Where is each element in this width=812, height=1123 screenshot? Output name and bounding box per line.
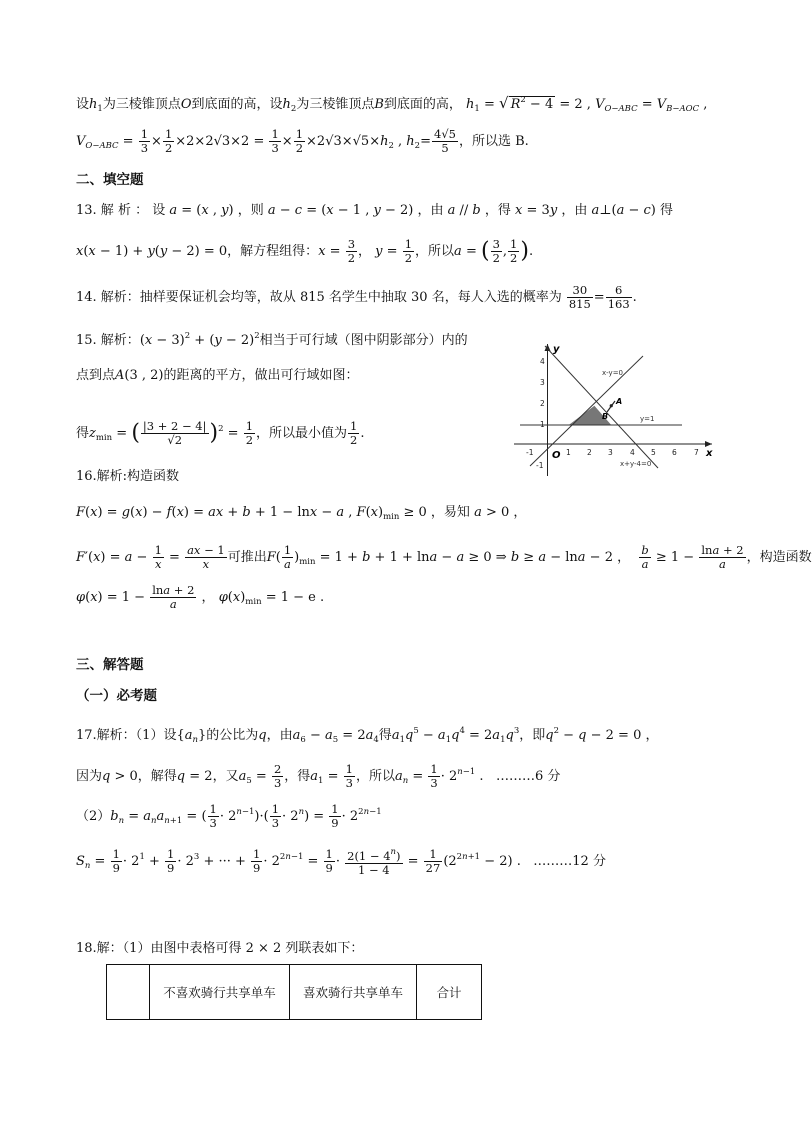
q16-line1: F(x) = g(x) − f(x) = ax + b + 1 − lnx − a , $F(x)_{min} \ge 0$ ，易知 a > 0 ，	[76, 505, 527, 522]
q17-line1: 17.解析：（1）设$\{a_n\}$的公比为q，由$a_6 - a_5 = 2a_4$得$a_1q^5 - a_1q^4 = 2a_1q^3$，即$q^2 - q - 2 = 0$ ，	[76, 726, 659, 745]
q13-line2: x(x − 1) + y(y − 2) = 0，解方程组得：x = $\frac{3}{2}$ ， y = $\frac{1}{2}$ ，所以a = ( $\frac{3}{2}$ , $\frac{1}{2}$ ).	[76, 237, 534, 265]
q16-title: 16.解析:构造函数	[76, 469, 180, 484]
feasible-region-graph	[510, 340, 720, 480]
origin-label: O	[552, 450, 561, 461]
q17-line2: 因为q > 0，解得q = 2，又$a_5$ = $\frac{2}{3}$ ，得$a_1$ = $\frac{1}{3}$ ，所以$a_n$ = $\frac{1}{3}$ · $2^{n-1}$ . ………6 分	[76, 762, 561, 790]
section-answers: 三、解答题	[76, 657, 144, 673]
q12-line2: $V_{O-ABC}$ = $\frac{1}{3}$ × $\frac{1}{2}$ ×2×2√3×2 = $\frac{1}{3}$ × $\frac{1}{2}$ $\times 2√3\times√5\times h_2$ , $h_2=$ $\frac{4√5}{5}$ ，所以选 B.	[76, 127, 529, 155]
y-tick: -1	[536, 461, 544, 470]
table-header-cell: 合计	[417, 965, 482, 1020]
table-row	[107, 965, 482, 1020]
subsection-required: （一）必考题	[76, 688, 157, 704]
point-a-label: A	[616, 397, 623, 406]
x-tick: 7	[694, 448, 699, 457]
x-tick: 6	[672, 448, 677, 457]
y-tick: 2	[540, 399, 545, 408]
x-axis-label: x	[706, 448, 713, 459]
q15-line3: 得$z_{min}$ = ( $\frac{|3 + 2 - 4|}{√2}$ )$^2$ = $\frac{1}{2}$ ，所以最小值为 $\frac{1}{2}$ .	[76, 419, 365, 447]
y-axis-arrow	[545, 344, 551, 351]
x-tick: 2	[587, 448, 592, 457]
q12-line1: 设$h_1$为三棱锥顶点O到底面的高，设$h_2$为三棱锥顶点B到底面的高， $h_1$ = √ $R^2 - 4 = 2$ , $V_{O-ABC} = V_{B-AOC}$ ,	[76, 94, 708, 114]
line2-label: y=1	[640, 415, 655, 423]
y-axis-label: y	[553, 344, 560, 355]
table-header-cell: 喜欢骑行共享单车	[290, 965, 417, 1020]
x-tick: 3	[608, 448, 613, 457]
point-a-marker	[607, 401, 615, 412]
q15-line2: 点到点A(3 , 2)的距离的平方，做出可行域如图：	[76, 368, 359, 383]
x-tick: 1	[566, 448, 571, 457]
line1-label: x-y=0	[602, 369, 624, 377]
x-axis-arrow	[705, 441, 712, 447]
y-tick: 1	[540, 420, 545, 429]
x-tick: 5	[651, 448, 656, 457]
table-header-cell: 不喜欢骑行共享单车	[150, 965, 290, 1020]
table-header-cell	[107, 965, 150, 1020]
x-tick: 4	[630, 448, 635, 457]
y-tick: 4	[540, 357, 545, 366]
q16-line3: φ(x) = 1 − $\frac{\ln a + 2}{a}$ ， $\varphi(x)_{min} = 1 - e$ .	[76, 583, 325, 611]
q14-line: 14. 解析：抽样要保证机会均等，故从 815 名学生中抽取 30 名，每人入选的概率为 $\frac{30}{815}$ = $\frac{6}{163}$ .	[76, 283, 637, 311]
section-fill-in: 二、填空题	[76, 172, 144, 188]
line3-label: x+y-4=0	[620, 460, 652, 468]
q18-title: 18.解：（1）由图中表格可得 2 × 2 列联表如下：	[76, 941, 364, 956]
q15-line1: 15. 解析：$(x - 3)^2 + (y - 2)^2$相当于可行域（图中阴影部分）内的	[76, 331, 468, 348]
q17-line4: $S_n$ = $\frac{1}{9}$ · $2^1$ + $\frac{1}{9}$ · $2^3$ + ··· + $\frac{1}{9}$ · $2^{2n-1}$ = $\frac{1}{9}$ · $\frac{2(1 - 4^n)}{1 - 4}$ = $\frac{1}{27}$ $(2^{2n+1} - 2)$ . ………12 分	[76, 847, 606, 877]
q17-line3: $(2)b_n = a_na_{n+1}$ = ( $\frac{1}{3}$ · $2^{n-1})\cdot$( $\frac{1}{3}$ · $2^n$) = $\frac{1}{9}$ · $2^{2n-1}$	[76, 802, 382, 830]
q16-line2: F′(x) = a − $\frac{1}{x}$ = $\frac{ax - 1}{x}$ 可推出F( $\frac{1}{a}$ )$_{min} = 1 + b + 1 + \ln a - a \ge 0$ ⇒ b ≥ a − lna − 2 ， $\frac{b}{a}$ ≥ 1 − $\frac{\ln a + 2}{a}$ ，构造函数	[76, 543, 812, 571]
point-b-label: B	[602, 412, 609, 421]
contingency-table	[106, 964, 482, 1020]
q13-line1: 13. 解 析 ： 设 a = (x , y) ，则 a − c = (x − 1 , y − 2) ，由 a // b ，得 x = 3y ，由 a⊥(a − c) 得	[76, 203, 674, 218]
line-x-plus-y-minus-4	[545, 346, 658, 468]
x-tick: -1	[526, 448, 534, 457]
y-tick: 3	[540, 378, 545, 387]
